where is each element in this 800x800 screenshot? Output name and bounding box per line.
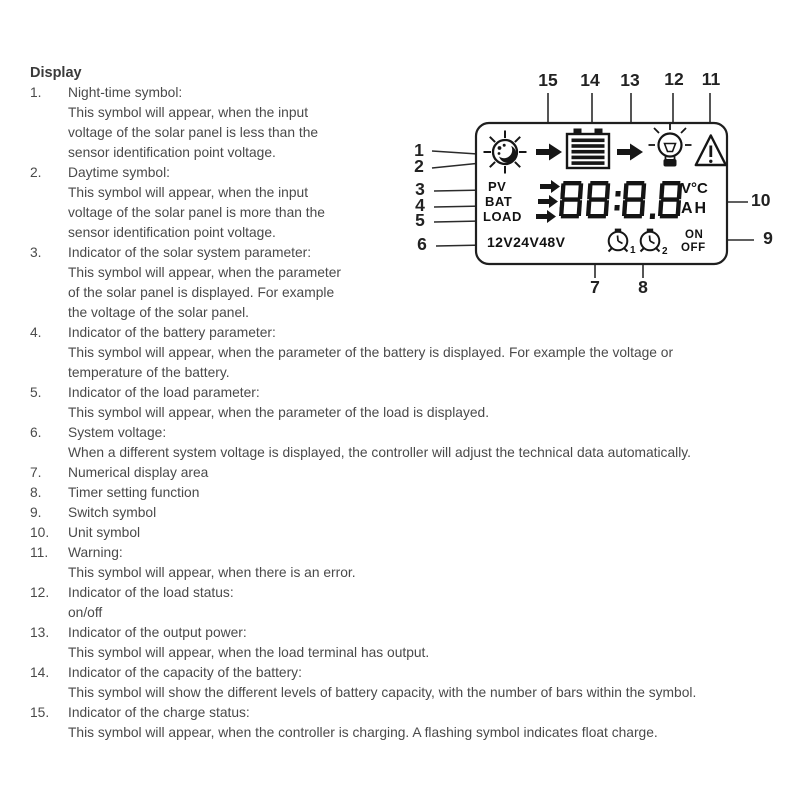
callout-12: 12 bbox=[664, 69, 684, 89]
item-number: 8. bbox=[30, 485, 42, 500]
item-description-line: voltage of the solar panel is less than the bbox=[68, 125, 319, 140]
item-title: Indicator of the load parameter: bbox=[68, 385, 260, 400]
list-item bbox=[30, 383, 778, 423]
pv-indicator-label: PV bbox=[488, 179, 507, 194]
callout-10: 10 bbox=[751, 190, 771, 210]
item-description-line: sensor identification point voltage. bbox=[68, 145, 276, 160]
item-number: 10. bbox=[30, 525, 50, 540]
item-description-line: This symbol will show the different levels of battery capacity, with the number of bars within the symbol. bbox=[68, 685, 697, 700]
item-title: Numerical display area bbox=[68, 465, 209, 480]
item-number: 1. bbox=[30, 85, 42, 100]
item-description-line: the voltage of the solar panel. bbox=[68, 305, 250, 320]
item-body bbox=[68, 503, 778, 523]
callout-line-5 bbox=[434, 221, 482, 222]
system-voltage-label: 12V24V48V bbox=[487, 234, 566, 250]
item-description-line: This symbol will appear, when the load terminal has output. bbox=[68, 645, 430, 660]
callout-7: 7 bbox=[590, 277, 600, 297]
callout-6: 6 bbox=[417, 234, 427, 254]
item-title: Warning: bbox=[68, 545, 123, 560]
item-number: 12. bbox=[30, 585, 50, 600]
item-description-line: This symbol will appear, when the input bbox=[68, 105, 309, 120]
list-item bbox=[30, 503, 778, 523]
item-description-line: on/off bbox=[68, 605, 103, 620]
lcd-diagram bbox=[405, 60, 800, 310]
item-title: Indicator of the charge status: bbox=[68, 705, 250, 720]
callout-1: 1 bbox=[414, 140, 424, 160]
item-number: 6. bbox=[30, 425, 42, 440]
switch-off-label: OFF bbox=[681, 242, 706, 254]
item-number: 13. bbox=[30, 625, 50, 640]
item-body bbox=[68, 423, 778, 463]
switch-on-label: ON bbox=[685, 229, 704, 241]
item-description-line: This symbol will appear, when the controller is charging. A flashing symbol indicates float charge. bbox=[68, 725, 658, 740]
item-title: Unit symbol bbox=[68, 525, 141, 540]
item-number: 11. bbox=[30, 545, 49, 560]
item-body bbox=[68, 623, 778, 663]
item-description-line: This symbol will appear, when the parameter bbox=[68, 265, 342, 280]
item-body bbox=[68, 523, 778, 543]
item-number: 14. bbox=[30, 665, 50, 680]
callout-4: 4 bbox=[415, 195, 425, 215]
list-item bbox=[30, 523, 778, 543]
item-number: 5. bbox=[30, 385, 42, 400]
numeric-display bbox=[559, 181, 687, 221]
list-item bbox=[30, 703, 778, 743]
callout-5: 5 bbox=[415, 210, 425, 230]
item-body bbox=[68, 463, 778, 483]
item-description-line: This symbol will appear, when the parameter of the load is displayed. bbox=[68, 405, 490, 420]
item-body bbox=[68, 703, 778, 743]
item-number: 4. bbox=[30, 325, 42, 340]
list-item bbox=[30, 463, 778, 483]
item-number: 3. bbox=[30, 245, 42, 260]
item-body bbox=[68, 323, 778, 383]
load-indicator-label: LOAD bbox=[483, 209, 522, 224]
timer2-subscript: 2 bbox=[662, 246, 668, 257]
bat-indicator-label: BAT bbox=[485, 194, 513, 209]
list-item bbox=[30, 623, 778, 663]
item-description-line: temperature of the battery. bbox=[68, 365, 230, 380]
timer1-subscript: 1 bbox=[630, 245, 636, 256]
item-body bbox=[68, 383, 778, 423]
page-title: Display bbox=[30, 65, 82, 81]
item-title: Indicator of the capacity of the battery: bbox=[68, 665, 302, 680]
callout-8: 8 bbox=[638, 277, 648, 297]
item-body bbox=[68, 543, 778, 583]
unit-amp-hour-label: AH bbox=[681, 200, 709, 217]
item-description-line: voltage of the solar panel is more than the bbox=[68, 205, 325, 220]
item-description-line: This symbol will appear, when the input bbox=[68, 185, 309, 200]
item-description-line: of the solar panel is displayed. For example bbox=[68, 285, 335, 300]
callout-15: 15 bbox=[538, 70, 558, 90]
item-body bbox=[68, 663, 778, 703]
item-body bbox=[68, 583, 778, 623]
item-description-line: When a different system voltage is displayed, the controller will adjust the technical data automatically. bbox=[68, 445, 691, 460]
item-description-line: This symbol will appear, when there is an error. bbox=[68, 565, 356, 580]
seven-segment-digits bbox=[559, 181, 687, 221]
item-title: Daytime symbol: bbox=[68, 165, 170, 180]
item-title: Indicator of the load status: bbox=[68, 585, 234, 600]
list-item bbox=[30, 663, 778, 703]
item-number: 9. bbox=[30, 505, 42, 520]
list-item bbox=[30, 583, 778, 623]
item-description-line: This symbol will appear, when the parameter of the battery is displayed. For example the voltage or bbox=[68, 345, 674, 360]
callout-9: 9 bbox=[763, 228, 773, 248]
list-item bbox=[30, 543, 778, 583]
callout-14: 14 bbox=[580, 70, 600, 90]
item-body bbox=[68, 483, 778, 503]
item-number: 7. bbox=[30, 465, 42, 480]
list-item bbox=[30, 423, 778, 463]
sun-moon-icon bbox=[484, 131, 527, 174]
callout-11: 11 bbox=[701, 69, 721, 89]
item-number: 2. bbox=[30, 165, 42, 180]
callout-2: 2 bbox=[414, 156, 424, 176]
list-item bbox=[30, 323, 778, 383]
item-description-line: sensor identification point voltage. bbox=[68, 225, 276, 240]
item-title: Night-time symbol: bbox=[68, 85, 183, 100]
item-number: 15. bbox=[30, 705, 50, 720]
list-item bbox=[30, 483, 778, 503]
item-title: Indicator of the solar system parameter: bbox=[68, 245, 312, 260]
callout-3: 3 bbox=[415, 179, 425, 199]
item-title: System voltage: bbox=[68, 425, 167, 440]
item-title: Indicator of the output power: bbox=[68, 625, 247, 640]
item-title: Timer setting function bbox=[68, 485, 200, 500]
callout-13: 13 bbox=[620, 70, 640, 90]
item-title: Switch symbol bbox=[68, 505, 157, 520]
item-title: Indicator of the battery parameter: bbox=[68, 325, 276, 340]
unit-volt-celsius-label: V°C bbox=[681, 180, 708, 197]
